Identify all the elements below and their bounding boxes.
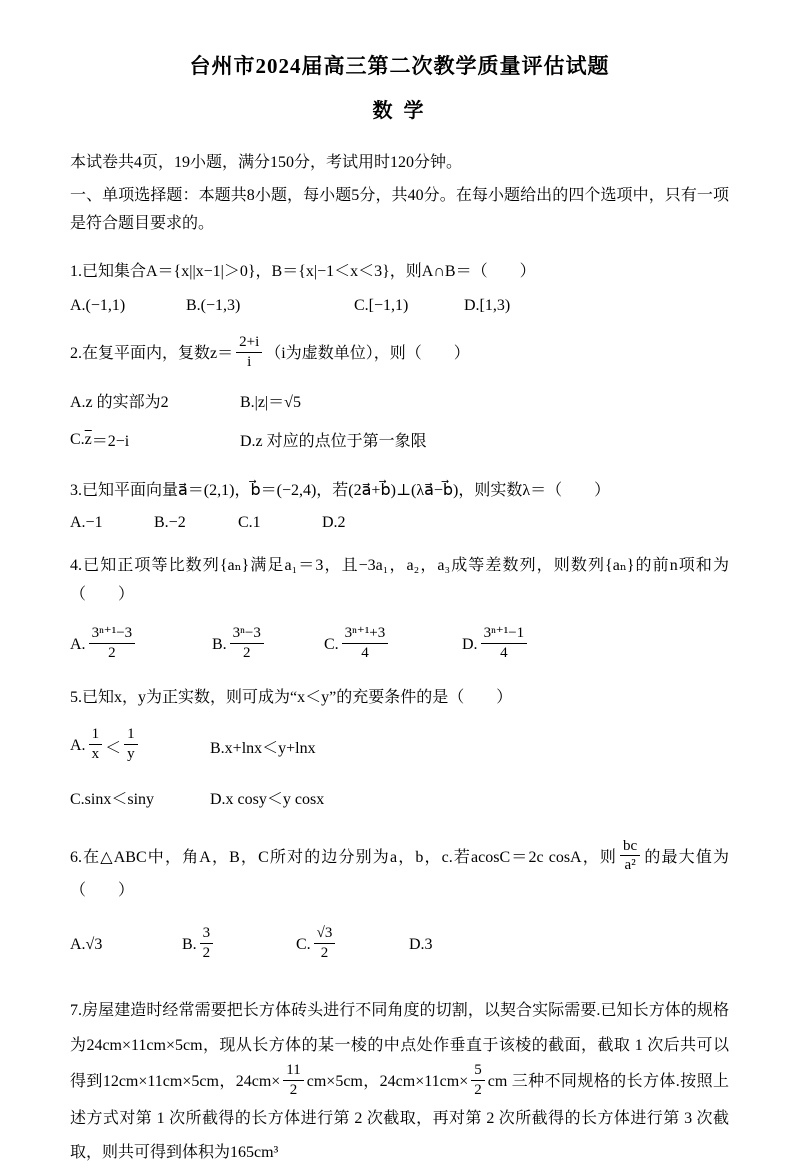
question-2-options [70,389,729,451]
option-c: C.sinx＜siny [70,790,155,808]
option-b: B. $\frac{3}{2}$ [182,926,296,965]
fraction: $\frac{3}{2}$ [200,924,214,963]
question-7-stem [70,994,729,1170]
question-3 [70,477,729,532]
option-b: B.|z|＝√5 [240,394,301,412]
option-c: C. $\frac{√3}{2}$ [296,926,409,965]
fraction: $\frac{\text{3ⁿ⁺¹+3}}{4}$ [342,624,389,663]
stem-text: 的最大值为（ ） [70,848,729,900]
fraction: $\frac{\text{3ⁿ⁺¹−1}}{4}$ [481,624,528,663]
question-1-options [70,297,729,315]
option-d: D.[1,3) [464,296,511,314]
fraction: $\frac{11}{2}$ [283,1061,303,1100]
question-4-stem: 4.已知正项等比数列{aₙ}满足a₁＝3，且−3a₁，a₂，a₃成等差数列，则数列{aₙ}的前n项和为（ ） [70,557,729,604]
question-7 [70,994,729,1170]
fraction: $\frac{1}{x}$ [89,725,103,764]
option-d: D. $\frac{\text{3ⁿ⁺¹−1}}{4}$ [462,626,530,665]
question-6-stem [70,839,729,906]
option-a: A. $\frac{\text{3ⁿ⁺¹−3}}{2}$ [70,626,212,665]
option-b: B.−2 [154,514,186,532]
question-3-options [70,514,729,532]
question-5-options [70,727,729,809]
option-a: A.−1 [70,514,103,532]
option-d: D.z 对应的点位于第一象限 [240,433,427,451]
stem-text: cm×5cm，24cm×11cm× [306,1073,469,1091]
option-b: B. $\frac{\text{3ⁿ−3}}{2}$ [212,626,324,665]
fraction: $\frac{2+i}{i}$ [236,333,262,372]
question-2 [70,335,729,452]
option-a: A.√3 [70,936,103,954]
option-a: A. $\frac{1}{x}$ ＜ $\frac{1}{y}$ [70,727,210,766]
fraction: $\frac{√3}{2}$ [314,924,336,963]
question-1 [70,258,729,315]
stem-text: 7.房屋建造时经常需要把长方体砖头进行不同角度的切割，以契合实际需要.已知长方体的规格为24cm×11cm×5cm，现从长方体的某一棱的中点处作垂直于该棱的截面，截取 1 次后共可以得到12cm×11cm×5cm，24cm× [70,1002,729,1091]
stem-text: 6.在△ABC中，角A，B，C所对的边分别为a，b，c.若acosC＝2c cosA，则 [70,848,618,866]
question-6 [70,839,729,965]
stem-text: 2.在复平面内，复数z＝ [70,344,234,362]
option-a: A.(−1,1) [70,296,126,314]
fraction: $\frac{1}{y}$ [124,725,138,764]
question-4-options [70,626,729,665]
question-1-stem: 1.已知集合A＝{x||x−1|＞0}，B＝{x|−1＜x＜3}，则A∩B＝（ ） [70,263,536,281]
page-title: 台州市2024届高三第二次教学质量评估试题 [189,54,610,78]
option-c: C.1 [238,514,261,532]
exam-info: 本试卷共4页，19小题，满分150分，考试用时120分钟。 [70,154,463,171]
question-6-options [70,926,729,965]
option-b: B.x+lnx＜y+lnx [210,739,316,757]
subject-title: 数 学 [372,100,427,122]
option-c: C.[−1,1) [354,296,409,314]
question-5-stem: 5.已知x，y为正实数，则可成为“x＜y”的充要条件的是（ ） [70,689,513,707]
fraction: $\frac{\text{3ⁿ−3}}{2}$ [230,624,264,663]
option-c: C. $\overline{z}$ ＝2−i [70,430,130,451]
z-conjugate: $\overline{z}$ [84,430,92,448]
option-b: B.(−1,3) [186,296,241,314]
stem-text: cm 三种不同规格的长方体.按照上述方式对第 1 次所截得的长方体进行第 2 次截取，再对第 2 次所截得的长方体进行第 3 次截取，则共可得到体积为165cm³ [70,1073,729,1162]
option-d: D.x cosy＜y cosx [210,790,325,808]
fraction: $\frac{\text{3ⁿ⁺¹−3}}{2}$ [89,624,136,663]
stem-text: （i为虚数单位），则（ ） [265,344,470,362]
fraction: $\frac{bc}{\text{a²}}$ [620,837,640,876]
question-2-stem [70,335,729,374]
question-4 [70,552,729,664]
question-5 [70,684,729,808]
fraction: $\frac{5}{2}$ [471,1061,485,1100]
option-d: D.3 [409,936,433,954]
option-a: A.z 的实部为2 [70,394,169,412]
section-heading: 一、单项选择题：本题共8小题，每小题5分，共40分。在每小题给出的四个选项中，只有一项是符合题目要求的。 [70,187,729,233]
question-3-stem: 3.已知平面向量a⃗＝(2,1)，b⃗＝(−2,4)，若(2a⃗+b⃗)⊥(λa⃗−b⃗)，则实数λ＝（ ） [70,482,611,500]
option-d: D.2 [322,514,346,532]
option-c: C. $\frac{\text{3ⁿ⁺¹+3}}{4}$ [324,626,462,665]
